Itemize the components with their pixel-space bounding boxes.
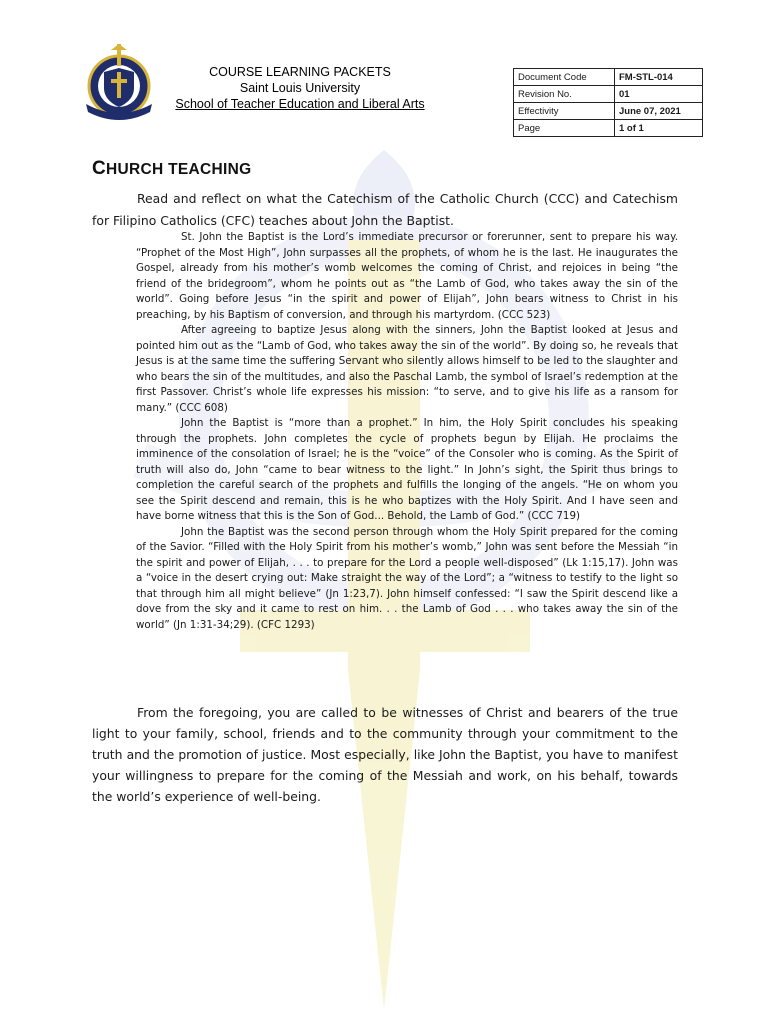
table-row	[514, 120, 703, 137]
quote-paragraph: After agreeing to baptize Jesus along with the sinners, John the Baptist looked at Jesus and pointed him out as the “Lamb of God, who takes away the sin of the world”. By doing so, he reveals that Jesus is at the same time the suffering Servant who silently allows himself to be led to the slaughter and who bears the sin of the multitudes, and also the Paschal Lamb, the symbol of Israel’s redemption at the first Passover. Christ’s whole life expresses his mission: “to serve, and to give his life as a ransom for many.” (CCC 608)	[136, 324, 678, 414]
university-logo	[78, 42, 160, 126]
header-titles	[150, 64, 450, 112]
doc-info-value: 01	[615, 86, 703, 103]
document-info-table	[513, 68, 703, 137]
doc-info-label: Effectivity	[514, 103, 615, 120]
catechism-quotes	[136, 230, 678, 633]
school-name: School of Teacher Education and Liberal Arts	[175, 97, 425, 111]
section-title-rest: HURCH TEACHING	[106, 161, 252, 178]
quote-paragraph: John the Baptist was the second person through whom the Holy Spirit prepared for the coming of the Savior. “Filled with the Holy Spirit from his mother’s womb,” John was sent before the Messiah “in the spirit and power of Elijah, . . . to prepare for the Lord a people well-disposed” (Lk 1:15,17). John was a “voice in the desert crying out: Make straight the way of the Lord”; a “witness to testify to the light so that through him all might believe” (Jn 1:23,7). John himself confessed: “I saw the Spirit descend like a dove from the sky and it came to rest on him. . . the Lamb of God . . . who takes away the sin of the world” (Jn 1:31-34;29). (CFC 1293)	[136, 525, 678, 631]
intro-paragraph: Read and reflect on what the Catechism of the Catholic Church (CCC) and Catechism for Filipino Catholics (CFC) teaches about John the Baptist.	[92, 191, 678, 228]
quote-paragraph: St. John the Baptist is the Lord’s immediate precursor or forerunner, sent to prepare his way. “Prophet of the Most High”, John surpasses all the prophets, of whom he is the last. He inaugurates the Gospel, already from his mother’s womb welcomes the coming of Christ, and rejoices in being “the friend of the bridegroom”, whom he points out as “the Lamb of God, who takes away the sin of the world”. Going before Jesus “in the spirit and power of Elijah”, John bears witness to Christ in his preaching, by his Baptism of conversion, and through his martyrdom. (CCC 523)	[136, 231, 678, 321]
quote-paragraph: John the Baptist is “more than a prophet.” In him, the Holy Spirit concludes his speaking through the prophets. John completes the cycle of prophets begun by Elijah. He proclaims the imminence of the consolation of Israel; he is the “voice” of the Consoler who is coming. As the Spirit of truth will also do, John “came to bear witness to the light.” In John’s sight, the Spirit thus brings to completion the careful search of the prophets and fulfills the longing of the angels. “He on whom you see the Spirit descend and remain, this is he who baptizes with the Holy Spirit. And I have seen and have borne witness that this is the Son of God... Behold, the Lamb of God.” (CCC 719)	[136, 417, 678, 522]
section-title	[92, 158, 251, 180]
table-row	[514, 86, 703, 103]
doc-info-value: 1 of 1	[615, 120, 703, 137]
table-row	[514, 69, 703, 86]
closing-paragraph: From the foregoing, you are called to be witnesses of Christ and bearers of the true light to your family, school, friends and to the community through your commitment to the truth and the promotion of justice. Most especially, like John the Baptist, you have to manifest your willingness to prepare for the coming of the Messiah and work, on his behalf, towards the world’s experience of well-being.	[92, 705, 678, 804]
doc-info-value: FM-STL-014	[615, 69, 703, 86]
section-title-initial: C	[92, 158, 107, 179]
doc-info-value: June 07, 2021	[615, 103, 703, 120]
university-name: Saint Louis University	[239, 81, 361, 95]
packet-title: COURSE LEARNING PACKETS	[209, 65, 391, 79]
doc-info-label: Page	[514, 120, 615, 137]
doc-info-label: Document Code	[514, 69, 615, 86]
doc-info-label: Revision No.	[514, 86, 615, 103]
table-row	[514, 103, 703, 120]
